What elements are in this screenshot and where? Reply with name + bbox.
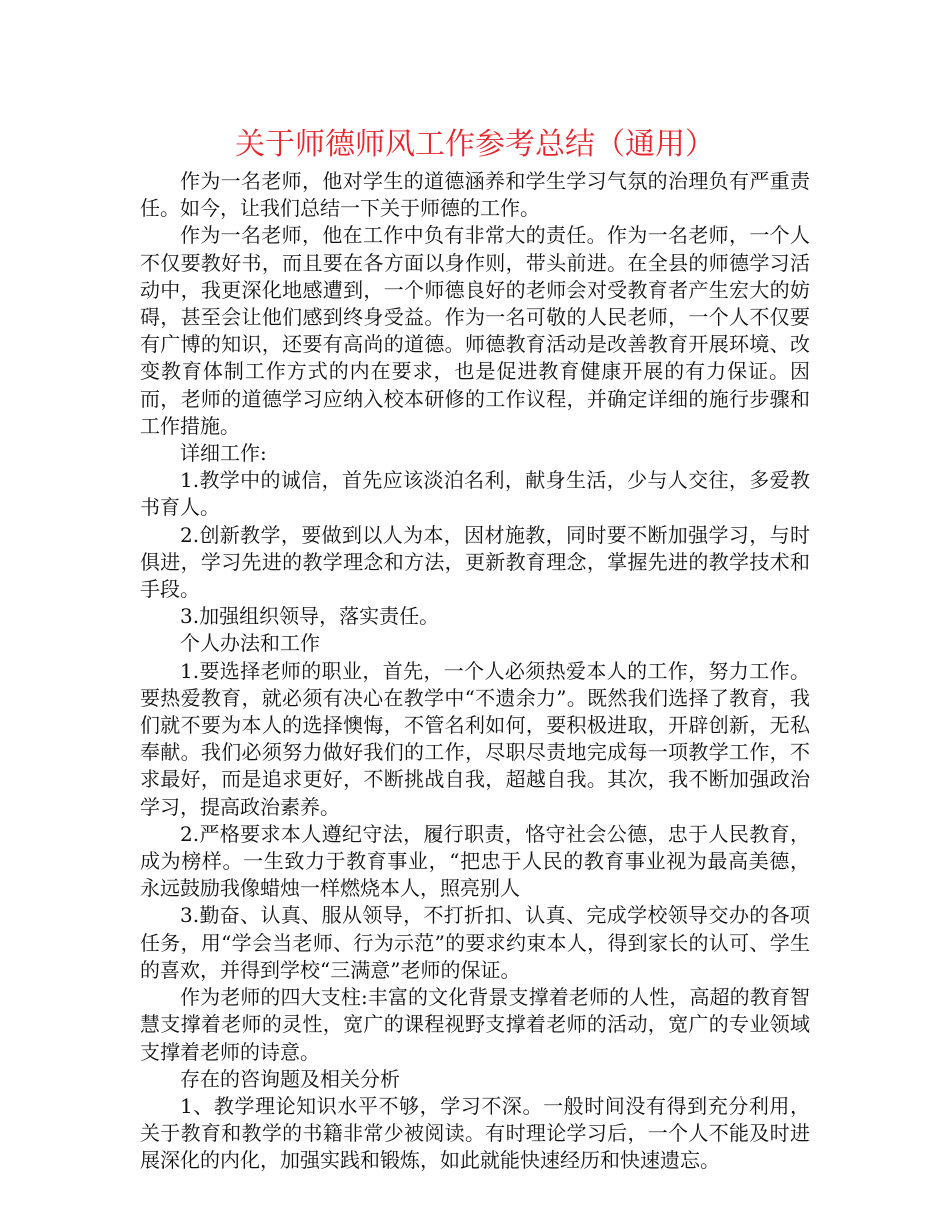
paragraph-work-3: 3.加强组织领导，落实责任。 <box>180 604 440 629</box>
paragraph-personal-2: 2.严格要求本人遵纪守法，履行职责，恪守社会公德，忠于人民教育，成为榜样。一生致力于教育事业，“把忠于人民的教育事业视为最高美德，永远鼓励我像蜡烛一样燃烧本人，照亮别人 <box>140 821 810 901</box>
heading-problems-analysis: 存在的咨询题及相关分析 <box>180 1066 400 1091</box>
paragraph-four-pillars: 作为老师的四大支柱:丰富的文化背景支撑着老师的人性，高超的教育智慧支撑着老师的灵性，宽广的课程视野支撑着老师的活动，宽广的专业领域支撑着老师的诗意。 <box>140 985 810 1064</box>
document-title: 关于师德师风工作参考总结（通用） <box>235 127 715 162</box>
document-body <box>140 122 810 1175</box>
paragraph-work-1: 1.教学中的诚信，首先应该淡泊名利，献身生活，少与人交往，多爱教书育人。 <box>140 468 810 520</box>
paragraph-intro: 作为一名老师，他对学生的道德涵养和学生学习气氛的治理负有严重责任。如今，让我们总结一下关于师德的工作。 <box>140 169 810 221</box>
heading-personal-measures: 个人办法和工作 <box>180 631 320 656</box>
paragraph-responsibility: 作为一名老师，他在工作中负有非常大的责任。作为一名老师，一个人不仅要教好书，而且要在各方面以身作则，带头前进。在全县的师德学习活动中，我更深化地感遭到，一个师德良好的老师会对受教育者产生宏大的妨碍，甚至会让他们感到终身受益。作为一名可敬的人民老师，一个人不仅要有广博的知识，还要有高尚的道德。师德教育活动是改善教育开展环境、改变教育体制工作方式的内在要求，也是促进教育健康开展的有力保证。因而，老师的道德学习应纳入校本研修的工作议程，并确定详细的施行步骤和工作措施。 <box>140 223 810 438</box>
paragraph-personal-3: 3.勤奋、认真、服从领导，不打折扣、认真、完成学校领导交办的各项任务，用“学会当老师、行为示范”的要求约束本人，得到家长的认可、学生的喜欢，并得到学校“三满意”老师的保证。 <box>140 903 810 982</box>
paragraph-personal-1: 1.要选择老师的职业，首先，一个人必须热爱本人的工作，努力工作。要热爱教育，就必须有决心在教学中“不遗余力”。既然我们选择了教育，我们就不要为本人的选择懊悔，不管名利如何，要积极进取，开辟创新，无私奉献。我们必须努力做好我们的工作，尽职尽责地完成每一项教学工作，不求最好，而是追求更好，不断挑战自我，超越自我。其次，我不断加强政治学习，提高政治素养。 <box>140 658 810 819</box>
heading-detailed-work: 详细工作: <box>180 441 267 466</box>
paragraph-problem-1: 1、教学理论知识水平不够，学习不深。一般时间没有得到充分利用，关于教育和教学的书籍非常少被阅读。有时理论学习后，一个人不能及时进展深化的内化，加强实践和锻炼，如此就能快速经历和快速遗忘。 <box>140 1093 810 1173</box>
paragraph-work-2: 2.创新教学，要做到以人为本，因材施教，同时要不断加强学习，与时俱进，学习先进的教学理念和方法，更新教育理念，掌握先进的教学技术和手段。 <box>140 522 810 602</box>
